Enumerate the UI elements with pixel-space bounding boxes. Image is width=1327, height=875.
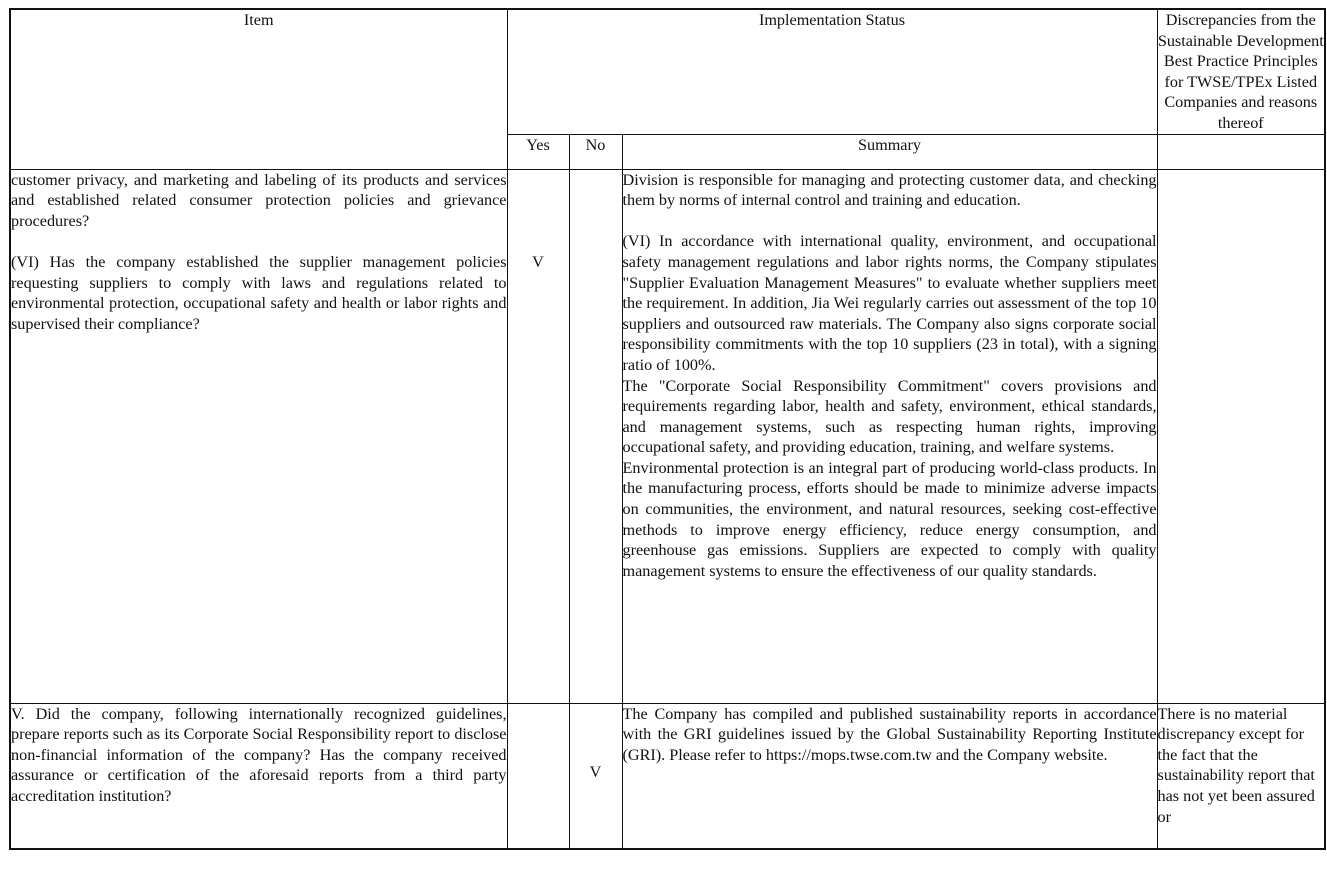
summary-text: The "Corporate Social Responsibility Commitment" covers provisions and requirements regarding labor, health and safety, environment, ethical standards, and management systems, such as respecting human rights, improving occupational safety, and providing education, training, and welfare systems. (622, 376, 1157, 457)
item-text: (VI) Has the company established the supplier management policies requesting suppliers to comply with laws and regulations related to environmental protection, occupational safety and health or labor rights and supervised their compliance? (11, 252, 507, 333)
table-row (10, 703, 1325, 849)
sustainability-implementation-table (9, 8, 1326, 850)
discrepancy-cell (1157, 169, 1325, 703)
yes-cell (507, 169, 569, 703)
summary-cell (622, 169, 1157, 703)
yes-mark: V (532, 252, 544, 271)
summary-text: Environmental protection is an integral part of producing world-class products. In the manufacturing process, efforts should be made to minimize adverse impacts on communities, the environment, and natural resources, seeking cost-effective methods to improve energy efficiency, reduce energy consumption, and greenhouse gas emissions. Suppliers are expected to comply with quality management systems to ensure the effectiveness of our quality standards. (622, 458, 1157, 580)
summary-text: (VI) In accordance with international quality, environment, and occupational safety management regulations and labor rights norms, the Company stipulates "Supplier Evaluation Management Measures" to evaluate whether suppliers meet the requirement. In addition, Jia Wei regularly carries out assessment of the top 10 suppliers and outsourced raw materials. The Company also signs corporate social responsibility commitments with the top 10 suppliers (23 in total), with a signing ratio of 100%. (622, 232, 1157, 374)
header-implementation-status: Implementation Status (507, 9, 1157, 134)
header-summary: Summary (622, 134, 1157, 169)
header-yes: Yes (507, 134, 569, 169)
discrepancy-cell (1157, 703, 1325, 849)
no-cell (569, 703, 622, 849)
header-item: Item (10, 9, 507, 169)
summary-cell (622, 703, 1157, 849)
item-text: customer privacy, and marketing and labeling of its products and services and established related consumer protection policies and grievance procedures? (11, 170, 507, 230)
no-mark (570, 170, 622, 252)
summary-text: Division is responsible for managing and protecting customer data, and checking them by norms of internal control and training and education. (622, 170, 1157, 210)
yes-mark (508, 704, 569, 762)
discrepancy-text: There is no material discrepancy except for the fact that the sustainability report that has not yet been assured or (1157, 704, 1315, 826)
header-discrepancies: Discrepancies from the Sustainable Development Best Practice Principles for TWSE/TPEx Listed Companies and reasons thereof (1157, 9, 1325, 134)
item-cell (10, 169, 507, 703)
header-no: No (569, 134, 622, 169)
item-cell (10, 703, 507, 849)
no-mark: V (589, 762, 602, 781)
header-discrepancies-sub (1157, 134, 1325, 169)
yes-cell (507, 703, 569, 849)
summary-text: The Company has compiled and published sustainability reports in accordance with the GRI guidelines issued by the Global Sustainability Reporting Institute (GRI). Please refer to https://mops.twse.com.tw and the Company website. (622, 704, 1157, 764)
no-cell (569, 169, 622, 703)
table-row (10, 169, 1325, 703)
item-text: V. Did the company, following internationally recognized guidelines, prepare reports such as its Corporate Social Responsibility report to disclose non-financial information of the company? Has the company received assurance or certification of the aforesaid reports from a third party accreditation institution? (11, 704, 507, 805)
